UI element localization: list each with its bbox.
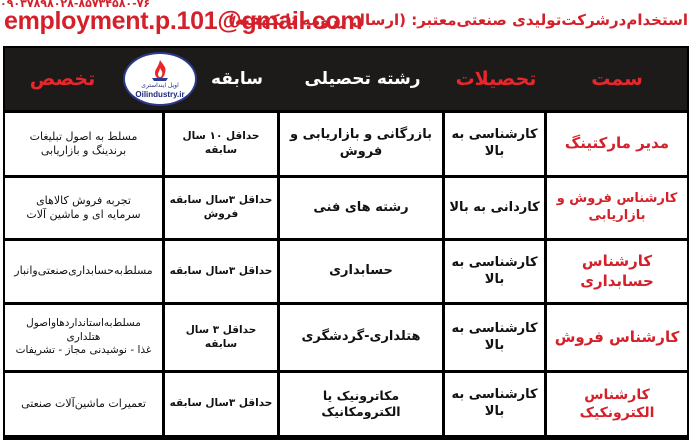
page-title: استخدام‌درشرکت‌تولیدی صنعتی‌معتبر: (ارسال رزومه تایکهفته) <box>228 11 688 29</box>
position-cell: کارشناس الکترونکیک <box>547 373 687 435</box>
experience-cell: حداقل ۳سال سابقه <box>165 373 277 435</box>
skills-cell <box>5 178 162 238</box>
skill-line: تعمیرات ماشین‌آلات صنعتی <box>21 396 146 410</box>
skill-line: مسلط‌به‌حسابداری‌صنعتی‌وانبار <box>14 264 153 278</box>
position-cell: کارشناس حسابداری <box>547 241 687 302</box>
experience-cell: حداقل ۳ سال سابقه <box>165 305 277 370</box>
field-cell: هتلداری-گردشگری <box>280 305 442 370</box>
education-cell: کارشناسی به بالا <box>445 305 544 370</box>
page-header <box>0 0 692 44</box>
table-header-row <box>5 48 687 110</box>
education-cell: کارشناسی به بالا <box>445 241 544 302</box>
column-header-position: سمت <box>591 68 643 90</box>
table-row <box>5 305 687 373</box>
field-cell: بازرگانی و بازاریابی و فروش <box>280 113 442 175</box>
table-row <box>5 241 687 305</box>
experience-cell: حداقل ۳سال سابقه <box>165 241 277 302</box>
company-logo <box>123 52 197 106</box>
skill-line: برندینگ و بازاریابی <box>40 144 127 157</box>
skills-cell <box>5 305 162 370</box>
table-row <box>5 113 687 178</box>
skills-cell <box>5 113 162 175</box>
field-cell: رشته های فنی <box>280 178 442 238</box>
field-cell: حسابداری <box>280 241 442 302</box>
experience-cell: حداقل ۳سال سابقه فروش <box>165 178 277 238</box>
position-cell: کارشناس فروش و بازاریابی <box>547 178 687 238</box>
job-listings-table <box>3 46 689 440</box>
skills-cell <box>5 241 162 302</box>
table-row <box>5 373 687 438</box>
table-row <box>5 178 687 241</box>
position-cell: کارشناس فروش <box>547 305 687 370</box>
skill-line: مسلط به اصول تبلیغات <box>29 129 138 143</box>
position-cell: مدیر مارکتینگ <box>547 113 687 175</box>
education-cell: کارشناسی به بالا <box>445 113 544 175</box>
logo-text-fa: اویل اینداستری <box>141 82 179 89</box>
education-cell: کاردانی به بالا <box>445 178 544 238</box>
skill-line: تجربه فروش کالاهای <box>36 193 131 207</box>
skills-cell <box>5 373 162 435</box>
email-address[interactable]: employment.p.101@gmail.com <box>4 7 363 35</box>
column-header-experience: سابقه <box>210 69 264 89</box>
skill-line: سرمایه ای و ماشین آلات <box>26 208 141 221</box>
education-cell: کارشناسی به بالا <box>445 373 544 435</box>
column-header-skills: تخصص <box>29 68 96 90</box>
skill-line: مسلط‌به‌استانداردهاواصول هتلداری <box>26 317 141 343</box>
column-header-education: تحصیلات <box>455 68 537 90</box>
column-header-field: رشته تحصیلی <box>304 69 421 89</box>
experience-cell: حداقل ۱۰ سال سابقه <box>165 113 277 175</box>
logo-text-en: Oilindustry.ir <box>135 90 185 99</box>
skill-line: غذا - نوشیدنی مجاز - تشریفات <box>15 344 152 357</box>
oil-flame-logo-icon <box>148 58 172 82</box>
phone-number: ۰۹۰۳۷۸۹۸۰۲۸-۸۵۷۳۴۵۸۰-۷۶ <box>0 0 151 10</box>
field-cell: مکاترونیک یا الکترومکانیک <box>280 373 442 435</box>
